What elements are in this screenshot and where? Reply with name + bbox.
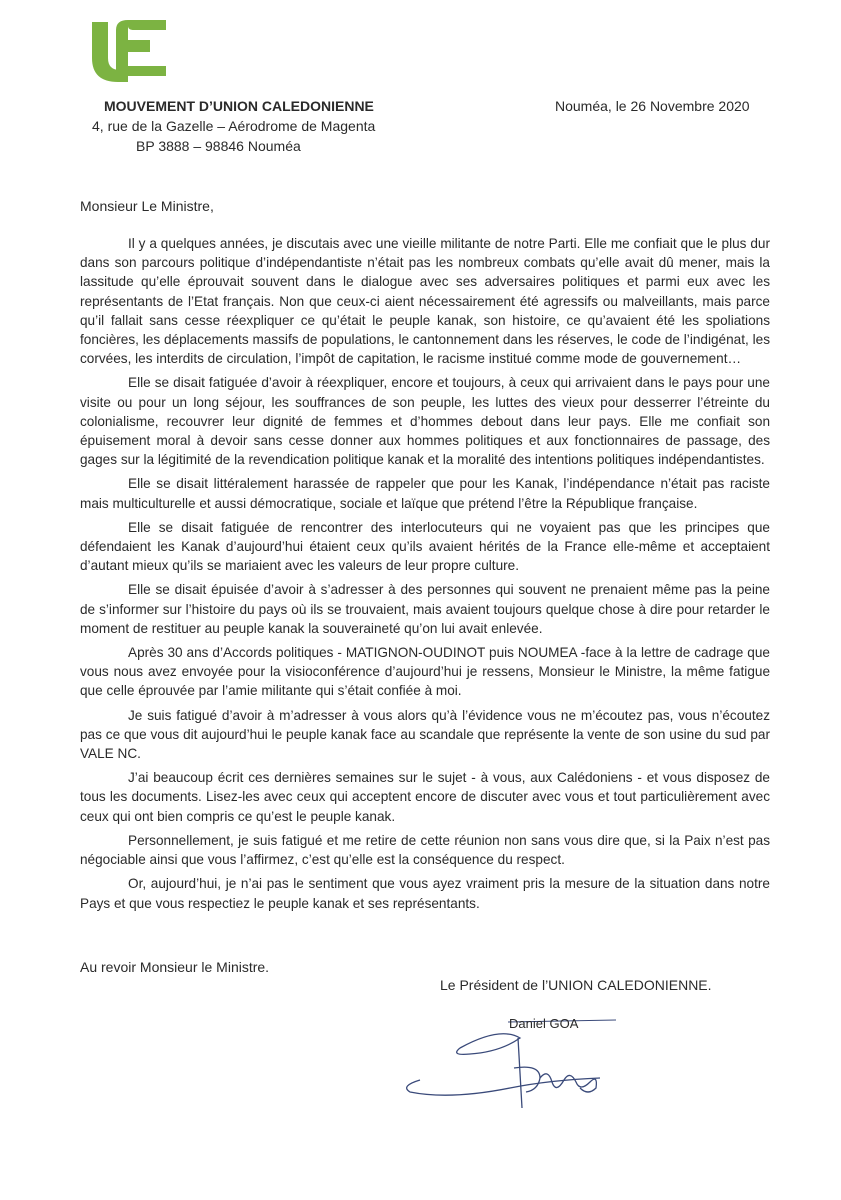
body-paragraph: Elle se disait épuisée d’avoir à s’adresser à des personnes qui souvent ne prenaient même pas la peine de s’informer sur l’histoire du pays où ils se trouvaient, mais avaient toujours quelque chose à dire pour retarder le moment de restituer au peuple kanak la souveraineté qu’on lui avait enlevée. bbox=[80, 582, 770, 636]
body-paragraph: Après 30 ans d’Accords politiques - MATIGNON-OUDINOT puis NOUMEA -face à la lettre de cadrage que vous nous avez envoyée pour la visioconférence d’aujourd’hui je ressens, Monsieur le Ministre, la même fatigue que celle éprouvée par l’amie militante qui s’était confiée à moi. bbox=[80, 645, 770, 699]
body-paragraph: Personnellement, je suis fatigué et me retire de cette réunion non sans vous dire que, si la Paix n’est pas négociable ainsi que vous l’affirmez, c’est qu’elle est la conséquence du respect. bbox=[80, 832, 770, 868]
organization-address: 4, rue de la Gazelle – Aérodrome de Magenta bbox=[92, 118, 376, 134]
union-caledonienne-logo bbox=[88, 18, 170, 88]
body-paragraph: Or, aujourd’hui, je n’ai pas le sentiment que vous ayez vraiment pris la mesure de la situation dans notre Pays et que vous respectiez le peuple kanak et ses représentants. bbox=[80, 876, 770, 911]
body-paragraph: Elle se disait littéralement harassée de rappeler que pour les Kanak, l’indépendance n’était pas raciste mais multiculturelle et aussi démocratique, sociale et laïque que prétend l’être la République française. bbox=[80, 476, 770, 511]
salutation: Monsieur Le Ministre, bbox=[80, 198, 214, 214]
body-paragraph: Il y a quelques années, je discutais avec une vieille militante de notre Parti. Elle me confiait que le plus dur dans son parcours politique d’indépendantiste n’était pas les nombreux combats qu’elle avait dû mener, mais la lassitude qu’elle éprouvait souvent dans le dialogue avec ses adversaires politiques et parmi eux avec les représentants de l’Etat français. Non que ceux-ci aient nécessairement été agressifs ou malveillants, mais parce qu’il fallait sans cesse réexpliquer ce qu’était le peuple kanak, son histoire, ce qu’avaient été les spoliations foncières, les déplacements massifs de populations, le cantonnement dans les réserves, le code de l’indigénat, les corvées, les interdits de circulation, l’impôt de capitation, le racisme institué comme mode de gouvernement… bbox=[80, 236, 770, 367]
organization-postal: BP 3888 – 98846 Nouméa bbox=[136, 138, 301, 154]
body-paragraph: J’ai beaucoup écrit ces dernières semaines sur le sujet - à vous, aux Calédoniens - et vous disposez de tous les documents. Lisez-les avec ceux qui acceptent encore de discuter avec vous et tout particulièrement avec ceux qui ont bien compris ce qu’est le peuple kanak. bbox=[80, 770, 770, 824]
letter-body bbox=[80, 234, 770, 918]
signatory-name: Daniel GOA bbox=[509, 1016, 579, 1031]
signatory-title: Le Président de l’UNION CALEDONIENNE. bbox=[440, 977, 712, 993]
logo-letter-c-shape bbox=[116, 20, 166, 76]
body-paragraph: Elle se disait fatiguée d’avoir à réexpliquer, encore et toujours, à ceux qui arrivaient dans le pays pour une visite ou pour un long séjour, les souffrances de son peuple, les luttes des vieux pour desserrer l’étreinte du colonialisme, recouvrer leur dignité de femmes et d’hommes debout dans leur pays. Elle me confiait son épuisement moral à devoir sans cesse donner aux hommes politiques et aux fonctionnaires de passage, des gages sur la légitimité de la revendication politique kanak et la moralité des intentions politiques indépendantistes. bbox=[80, 375, 770, 468]
body-paragraph: Je suis fatigué d’avoir à m’adresser à vous alors qu’à l’évidence vous ne m’écoutez pas, vous n’écoutez pas ce que vous dit aujourd’hui le peuple kanak face au scandale que représente la vente de son usine du sud par VALE NC. bbox=[80, 707, 770, 762]
organization-name: MOUVEMENT D’UNION CALEDONIENNE bbox=[104, 98, 374, 114]
closing-line: Au revoir Monsieur le Ministre. bbox=[80, 959, 270, 975]
letterhead bbox=[80, 96, 420, 156]
date-line: Nouméa, le 26 Novembre 2020 bbox=[555, 98, 750, 114]
body-paragraph: Elle se disait fatiguée de rencontrer des interlocuteurs qui ne voyaient pas que les principes que défendaient les Kanak d’aujourd’hui étaient ceux qu’ils avaient hérités de la France elle-même et acceptaient d’autant mieux qu’ils se mariaient avec les valeurs de leur propre culture. bbox=[80, 519, 770, 574]
